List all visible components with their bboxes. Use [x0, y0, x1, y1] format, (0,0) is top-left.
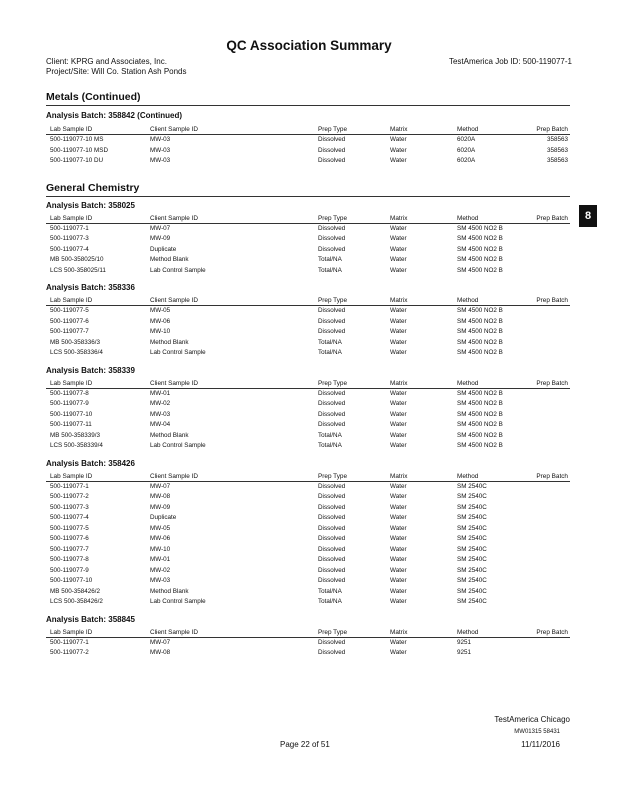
- column-header: Client Sample ID: [150, 628, 198, 636]
- table-cell: MW-01: [150, 556, 171, 563]
- table-cell: Water: [390, 482, 407, 490]
- table-cell: MW-08: [150, 493, 171, 500]
- table-cell: Lab Control Sample: [150, 349, 206, 356]
- table-cell: SM 2540C: [457, 545, 487, 553]
- table-cell: SM 4500 NO2 B: [457, 328, 503, 335]
- column-header: Matrix: [390, 628, 408, 636]
- table-cell: Water: [390, 638, 407, 646]
- column-header: Lab Sample ID: [50, 472, 93, 480]
- table-cell: Water: [390, 587, 407, 595]
- column-header: Prep Type: [318, 126, 348, 133]
- table-row: [46, 327, 570, 338]
- table-row: [46, 576, 570, 587]
- table-cell: SM 4500 NO2 B: [457, 431, 503, 439]
- section-heading-metals: Metals (Continued): [46, 91, 141, 103]
- table-cell: Total/NA: [318, 266, 342, 274]
- table-row: [46, 389, 570, 400]
- table-cell: Water: [390, 389, 407, 397]
- column-header: Prep Batch: [536, 297, 568, 304]
- table-cell: Total/NA: [318, 431, 342, 439]
- column-header: Matrix: [390, 379, 408, 387]
- column-header: Prep Type: [318, 214, 348, 222]
- table-row: [46, 306, 570, 317]
- table-cell: Water: [390, 514, 407, 521]
- table-header: [46, 628, 570, 638]
- table-row: [46, 317, 570, 328]
- table-cell: SM 4500 NO2 B: [457, 338, 503, 346]
- table-cell: 500-119077-10 MSD: [50, 146, 108, 154]
- column-header: Prep Batch: [536, 628, 568, 636]
- column-header: Client Sample ID: [150, 379, 198, 387]
- column-header: Client Sample ID: [150, 214, 198, 222]
- table-cell: MW-04: [150, 421, 171, 428]
- column-header: Client Sample ID: [150, 472, 198, 480]
- table-cell: Dissolved: [318, 524, 346, 532]
- batch-table: [46, 472, 570, 608]
- metals-table: [46, 125, 570, 167]
- table-cell: Water: [390, 136, 407, 143]
- table-cell: MW-07: [150, 638, 171, 646]
- table-row: [46, 399, 570, 410]
- table-cell: Dissolved: [318, 328, 346, 335]
- table-cell: SM 2540C: [457, 577, 487, 584]
- table-cell: Method Blank: [150, 587, 189, 595]
- table-cell: Water: [390, 598, 407, 605]
- table-row: [46, 338, 570, 349]
- page-title: QC Association Summary: [226, 38, 392, 53]
- table-row: [46, 597, 570, 608]
- table-cell: Water: [390, 328, 407, 335]
- table-cell: 500-119077-5: [50, 524, 89, 532]
- table-cell: SM 4500 NO2 B: [457, 235, 503, 242]
- table-cell: 500-119077-10: [50, 577, 93, 584]
- table-cell: Total/NA: [318, 349, 342, 356]
- table-cell: Water: [390, 266, 407, 274]
- table-cell: MW-05: [150, 524, 171, 532]
- table-cell: 500-119077-10 MS: [50, 136, 104, 143]
- table-header: [46, 296, 570, 306]
- table-cell: SM 4500 NO2 B: [457, 266, 503, 274]
- batch-table: [46, 379, 570, 452]
- table-row: [46, 482, 570, 493]
- table-row: [46, 545, 570, 556]
- table-cell: 500-119077-8: [50, 556, 89, 563]
- table-cell: Dissolved: [318, 400, 346, 407]
- table-cell: SM 2540C: [457, 566, 487, 574]
- table-cell: Water: [390, 245, 407, 253]
- table-cell: SM 2540C: [457, 587, 487, 595]
- table-cell: SM 2540C: [457, 524, 487, 532]
- table-cell: Lab Control Sample: [150, 598, 206, 605]
- batch-title: Analysis Batch: 358336: [46, 283, 135, 292]
- table-cell: 500-119077-7: [50, 545, 89, 553]
- job-id: TestAmerica Job ID: 500-119077-1: [448, 57, 572, 66]
- table-cell: 6020A: [457, 157, 476, 164]
- table-cell: Dissolved: [318, 317, 346, 325]
- table-header: [46, 214, 570, 224]
- column-header: Prep Type: [318, 297, 348, 304]
- table-cell: Water: [390, 224, 407, 232]
- table-cell: SM 2540C: [457, 503, 487, 511]
- column-header: Client Sample ID: [150, 297, 198, 304]
- table-cell: Dissolved: [318, 136, 346, 143]
- table-row: [46, 648, 570, 659]
- table-cell: Water: [390, 566, 407, 574]
- column-header: Prep Batch: [536, 126, 568, 133]
- table-cell: MW-08: [150, 649, 171, 656]
- column-header: Prep Batch: [536, 214, 568, 222]
- table-row: [46, 234, 570, 245]
- section-rule: [46, 105, 570, 106]
- table-cell: Lab Control Sample: [150, 442, 206, 449]
- table-cell: 500-119077-10: [50, 410, 93, 418]
- table-cell: Duplicate: [150, 514, 177, 521]
- table-row: [46, 156, 570, 167]
- table-cell: Water: [390, 524, 407, 532]
- table-cell: MW-05: [150, 307, 171, 314]
- table-cell: MW-06: [150, 535, 171, 542]
- table-row: [46, 587, 570, 598]
- table-row: [46, 266, 570, 277]
- table-cell: SM 2540C: [457, 598, 487, 605]
- table-row: [46, 224, 570, 235]
- table-cell: Dissolved: [318, 157, 346, 164]
- table-cell: Method Blank: [150, 431, 189, 439]
- table-cell: Dissolved: [318, 566, 346, 574]
- table-cell: Water: [390, 421, 407, 428]
- table-cell: Water: [390, 577, 407, 584]
- table-cell: 358563: [546, 146, 568, 154]
- table-cell: SM 2540C: [457, 514, 487, 521]
- table-cell: Dissolved: [318, 482, 346, 490]
- table-cell: SM 2540C: [457, 556, 487, 563]
- table-cell: Water: [390, 442, 407, 449]
- table-cell: Dissolved: [318, 535, 346, 542]
- column-header: Method: [457, 297, 479, 304]
- table-cell: MB 500-358336/3: [50, 338, 101, 346]
- client-name: Client: KPRG and Associates, Inc.: [46, 57, 167, 66]
- table-cell: MW-09: [150, 503, 171, 511]
- table-cell: MW-02: [150, 400, 171, 407]
- table-cell: Water: [390, 317, 407, 325]
- table-cell: MB 500-358025/10: [50, 256, 104, 263]
- table-cell: MW-03: [150, 577, 171, 584]
- table-cell: Total/NA: [318, 598, 342, 605]
- table-cell: MW-10: [150, 328, 171, 335]
- table-cell: Method Blank: [150, 256, 189, 263]
- batch-title: Analysis Batch: 358842 (Continued): [46, 111, 183, 120]
- column-header: Method: [457, 379, 479, 387]
- table-cell: SM 4500 NO2 B: [457, 400, 503, 407]
- table-cell: 358563: [546, 136, 568, 143]
- column-header: Lab Sample ID: [50, 214, 93, 222]
- table-cell: SM 2540C: [457, 535, 487, 542]
- table-cell: Water: [390, 338, 407, 346]
- table-cell: MW-03: [150, 410, 171, 418]
- table-cell: Water: [390, 157, 407, 164]
- table-cell: SM 4500 NO2 B: [457, 317, 503, 325]
- table-cell: Dissolved: [318, 638, 346, 646]
- table-cell: Total/NA: [318, 338, 342, 346]
- column-header: Lab Sample ID: [50, 628, 93, 636]
- section-tab[interactable]: 8: [579, 205, 597, 227]
- table-cell: Water: [390, 431, 407, 439]
- table-cell: LCS 500-358336/4: [50, 349, 103, 356]
- project-site: Project/Site: Will Co. Station Ash Ponds: [46, 67, 187, 76]
- table-cell: Water: [390, 410, 407, 418]
- table-cell: Water: [390, 545, 407, 553]
- column-header: Matrix: [390, 472, 408, 480]
- column-header: Matrix: [390, 297, 408, 304]
- column-header: Matrix: [390, 214, 408, 222]
- table-cell: MW-03: [150, 146, 171, 154]
- table-cell: Dissolved: [318, 503, 346, 511]
- column-header: Method: [457, 472, 479, 480]
- table-row: [46, 420, 570, 431]
- batch-title: Analysis Batch: 358339: [46, 365, 135, 375]
- table-cell: Lab Control Sample: [150, 266, 206, 274]
- table-cell: 500-119077-1: [50, 224, 89, 232]
- table-row: [46, 638, 570, 649]
- table-row: [46, 555, 570, 566]
- table-cell: Dissolved: [318, 577, 346, 584]
- table-cell: Water: [390, 349, 407, 356]
- column-header: Prep Batch: [536, 379, 568, 387]
- table-header: [46, 472, 570, 482]
- table-row: [46, 492, 570, 503]
- table-cell: Total/NA: [318, 587, 342, 595]
- table-cell: SM 4500 NO2 B: [457, 349, 503, 356]
- table-cell: Dissolved: [318, 649, 346, 656]
- table-cell: MW-01: [150, 389, 171, 397]
- table-row: [46, 146, 570, 157]
- table-cell: 6020A: [457, 136, 476, 143]
- table-row: [46, 245, 570, 256]
- table-cell: 9251: [457, 638, 472, 646]
- table-cell: 9251: [457, 649, 472, 656]
- batch-table: [46, 628, 570, 659]
- table-cell: Total/NA: [318, 442, 342, 449]
- column-header: Client Sample ID: [150, 126, 198, 133]
- table-cell: MB 500-358426/2: [50, 587, 101, 595]
- table-cell: Dissolved: [318, 235, 346, 242]
- table-cell: Water: [390, 400, 407, 407]
- table-cell: Dissolved: [318, 556, 346, 563]
- table-cell: 500-119077-3: [50, 503, 89, 511]
- table-cell: Water: [390, 307, 407, 314]
- batch-table: [46, 214, 570, 277]
- table-row: [46, 135, 570, 146]
- table-cell: Duplicate: [150, 245, 177, 253]
- column-header: Method: [457, 628, 479, 636]
- table-cell: 500-119077-9: [50, 400, 89, 407]
- table-cell: Water: [390, 256, 407, 263]
- table-cell: SM 2540C: [457, 482, 487, 490]
- table-cell: 6020A: [457, 146, 476, 154]
- table-cell: 500-119077-1: [50, 638, 89, 646]
- table-cell: Water: [390, 535, 407, 542]
- column-header: Prep Type: [318, 472, 348, 480]
- table-cell: SM 4500 NO2 B: [457, 256, 503, 263]
- table-cell: 500-119077-3: [50, 235, 89, 242]
- table-cell: SM 4500 NO2 B: [457, 442, 503, 449]
- table-cell: LCS 500-358339/4: [50, 442, 103, 449]
- table-cell: Water: [390, 235, 407, 242]
- table-cell: 500-119077-7: [50, 328, 89, 335]
- table-cell: 500-119077-5: [50, 307, 89, 314]
- column-header: Lab Sample ID: [50, 297, 93, 304]
- table-cell: Water: [390, 649, 407, 656]
- table-cell: SM 2540C: [457, 493, 487, 500]
- table-cell: LCS 500-358025/11: [50, 266, 106, 274]
- table-cell: MW-03: [150, 157, 171, 164]
- footer-lab: TestAmerica Chicago: [494, 715, 570, 724]
- column-header: Method: [457, 214, 479, 222]
- table-cell: MW-09: [150, 235, 171, 242]
- table-cell: MW-06: [150, 317, 171, 325]
- table-cell: 500-119077-1: [50, 482, 89, 490]
- batch-title: Analysis Batch: 358025: [46, 200, 135, 210]
- table-cell: Water: [390, 503, 407, 511]
- batch-table: [46, 296, 570, 359]
- table-cell: Total/NA: [318, 256, 342, 263]
- table-cell: 500-119077-4: [50, 245, 89, 253]
- footer-date: 11/11/2016: [521, 740, 560, 749]
- column-header: Matrix: [390, 126, 408, 133]
- table-row: [46, 431, 570, 442]
- table-cell: SM 4500 NO2 B: [457, 421, 503, 428]
- table-row: [46, 503, 570, 514]
- table-row: [46, 513, 570, 524]
- table-cell: MB 500-358339/3: [50, 431, 101, 439]
- footer-code: MW01315 58431: [514, 729, 560, 735]
- table-cell: 500-119077-4: [50, 514, 89, 521]
- table-cell: 500-119077-2: [50, 493, 89, 500]
- table-cell: 500-119077-9: [50, 566, 89, 574]
- table-cell: LCS 500-358426/2: [50, 598, 103, 605]
- column-header: Lab Sample ID: [50, 379, 93, 387]
- table-header: [46, 125, 570, 135]
- table-cell: SM 4500 NO2 B: [457, 307, 503, 314]
- table-cell: Water: [390, 493, 407, 500]
- footer-page: Page 22 of 51: [280, 740, 330, 749]
- column-header: Prep Type: [318, 628, 348, 636]
- table-cell: Dissolved: [318, 410, 346, 418]
- table-row: [46, 524, 570, 535]
- table-cell: MW-03: [150, 136, 171, 143]
- column-header: Method: [457, 126, 479, 133]
- table-cell: Dissolved: [318, 514, 346, 521]
- table-cell: SM 4500 NO2 B: [457, 389, 503, 397]
- table-header: [46, 379, 570, 389]
- table-cell: 500-119077-6: [50, 535, 89, 542]
- table-row: [46, 348, 570, 359]
- table-cell: Method Blank: [150, 338, 189, 346]
- table-cell: 500-119077-6: [50, 317, 89, 325]
- table-cell: 500-119077-8: [50, 389, 89, 397]
- table-row: [46, 566, 570, 577]
- column-header: Lab Sample ID: [50, 126, 93, 133]
- table-row: [46, 441, 570, 452]
- table-row: [46, 255, 570, 266]
- table-cell: MW-02: [150, 566, 171, 574]
- column-header: Prep Batch: [536, 472, 568, 480]
- table-cell: Dissolved: [318, 146, 346, 154]
- table-cell: Water: [390, 556, 407, 563]
- table-cell: Dissolved: [318, 245, 346, 253]
- table-cell: MW-07: [150, 224, 171, 232]
- table-cell: Dissolved: [318, 224, 346, 232]
- table-cell: SM 4500 NO2 B: [457, 410, 503, 418]
- table-cell: SM 4500 NO2 B: [457, 224, 503, 232]
- batch-title: Analysis Batch: 358426: [46, 458, 135, 468]
- section-heading-general-chemistry: General Chemistry: [46, 181, 140, 194]
- table-cell: SM 4500 NO2 B: [457, 245, 503, 253]
- table-cell: Dissolved: [318, 421, 346, 428]
- table-cell: 500-119077-10 DU: [50, 157, 104, 164]
- table-cell: 358563: [546, 157, 568, 164]
- table-row: [46, 410, 570, 421]
- table-cell: Dissolved: [318, 493, 346, 500]
- table-cell: Dissolved: [318, 307, 346, 314]
- table-row: [46, 534, 570, 545]
- batch-title: Analysis Batch: 358845: [46, 614, 135, 624]
- section-rule: [46, 196, 570, 197]
- table-cell: MW-10: [150, 545, 171, 553]
- table-cell: MW-07: [150, 482, 171, 490]
- table-cell: 500-119077-11: [50, 421, 92, 428]
- table-cell: Water: [390, 146, 407, 154]
- table-cell: Dissolved: [318, 389, 346, 397]
- column-header: Prep Type: [318, 379, 348, 387]
- table-cell: 500-119077-2: [50, 649, 89, 656]
- table-cell: Dissolved: [318, 545, 346, 553]
